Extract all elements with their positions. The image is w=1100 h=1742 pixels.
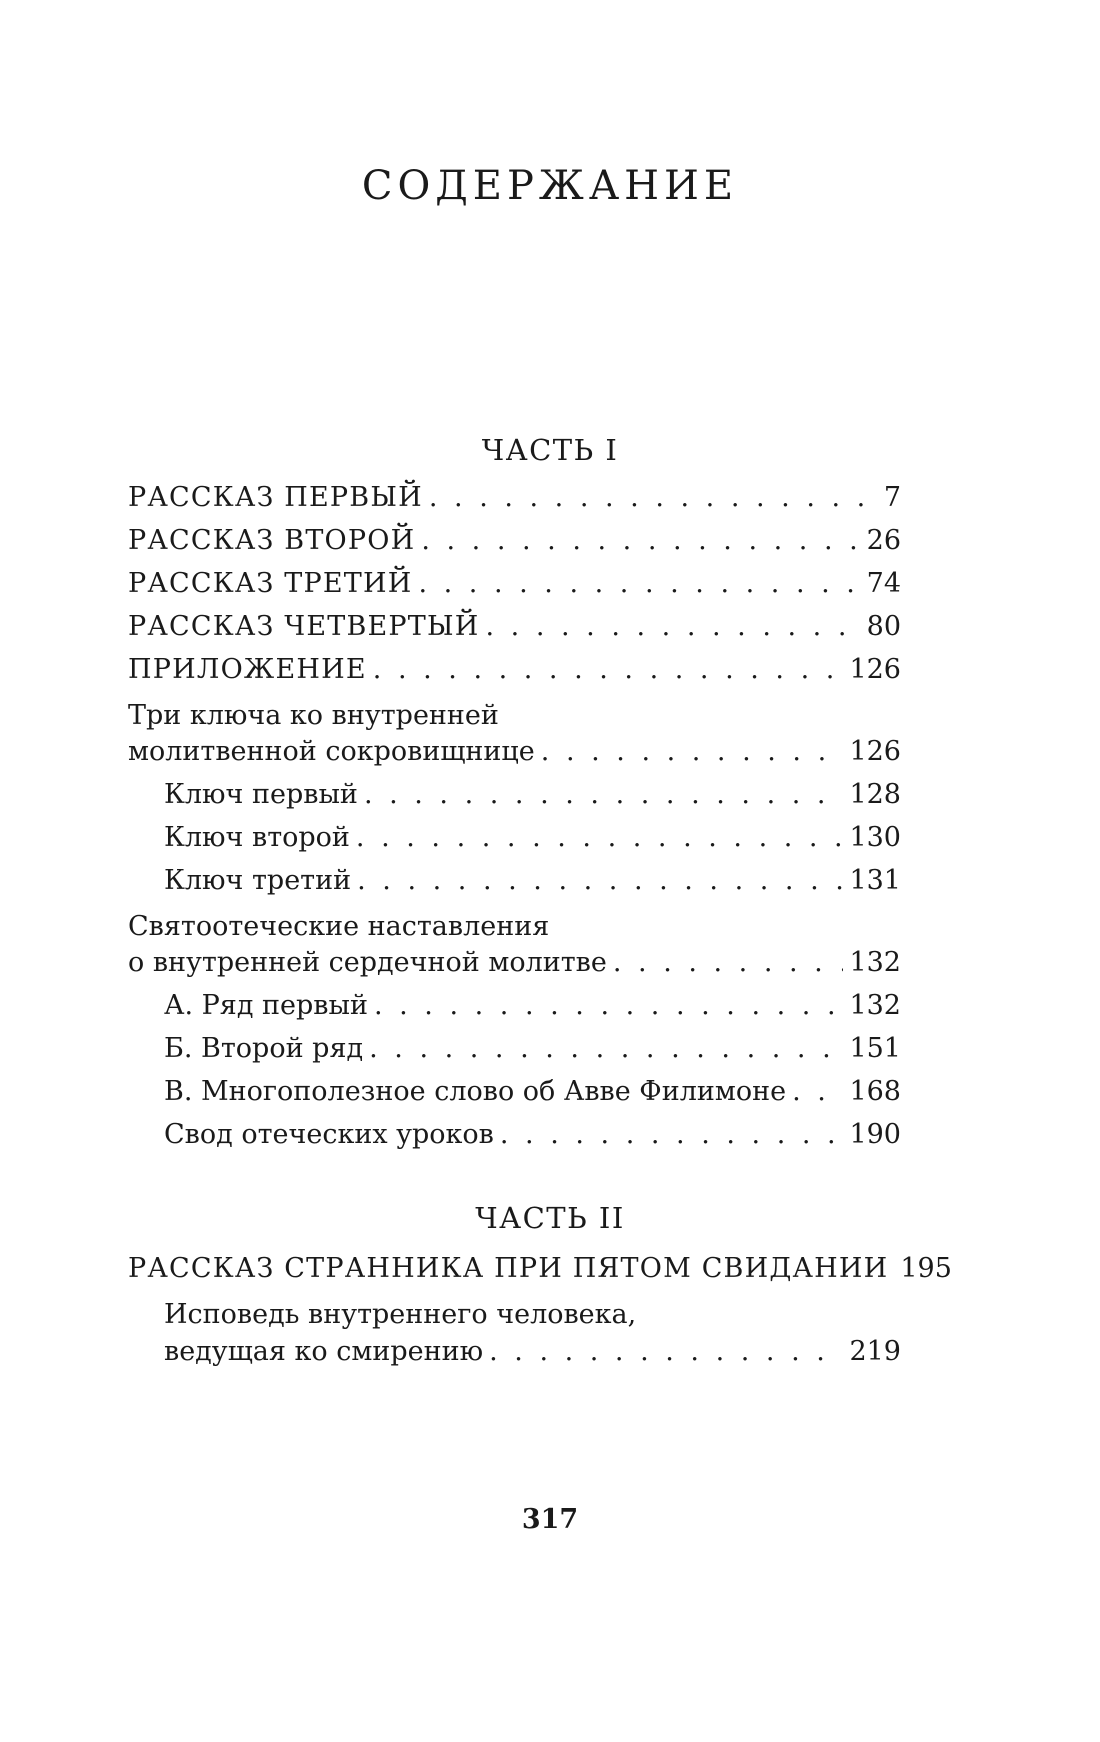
toc-entry-title: РАССКАЗ ПЕРВЫЙ [128,482,423,513]
dot-leader [486,608,861,646]
toc-entry-page: 132 [849,990,901,1021]
toc-entry-title: Ключ первый [164,779,358,810]
toc-entry-title: Ключ третий [164,865,352,896]
toc-entry [164,1333,901,1371]
toc-entry-page: 190 [849,1119,901,1150]
toc-entry-title-line1: Исповедь внутреннего человека, [164,1299,637,1330]
toc-entry [164,776,901,814]
dot-leader [374,987,843,1025]
dot-leader [489,1333,843,1371]
toc-entry [128,944,901,982]
toc-entry-title: А. Ряд первый [164,990,368,1021]
dot-leader [421,522,860,560]
toc-entry-title: о внутренней сердечной молитве [128,947,607,978]
toc-entry-title: ведущая ко смирению [164,1336,484,1367]
toc-entry [164,987,901,1025]
toc-entry-page: 126 [849,736,901,767]
toc-entry-page: 80 [866,611,901,642]
toc-entry-title: РАССКАЗ ТРЕТИЙ [128,568,413,599]
toc-entry-page: 219 [849,1336,901,1367]
part-heading-1: ЧАСТЬ I [481,433,619,467]
dot-leader [369,1030,843,1068]
toc-entry [128,733,901,771]
toc-entry-page: 195 [900,1253,952,1284]
dot-leader [364,776,844,814]
toc-entry-title-line1: Три ключа ко внутренней [128,700,499,731]
dot-leader [357,862,843,900]
toc-entry [164,1030,901,1068]
dot-leader [792,1073,843,1111]
toc-entry-page: 74 [866,568,901,599]
toc-entry-title: Свод отеческих уроков [164,1119,494,1150]
toc-entry [164,862,901,900]
toc-entry-page: 132 [849,947,901,978]
page-number: 317 [521,1504,579,1535]
page-title: СОДЕРЖАНИЕ [361,163,739,209]
toc-entry [128,565,901,603]
toc-entry-title: Б. Второй ряд [164,1033,364,1064]
toc-entry-page: 7 [883,482,901,513]
dot-leader [541,733,844,771]
toc-entry [128,651,901,689]
toc-entry-title-line1: Святоотеческие наставления [128,911,550,942]
toc-entry-page: 131 [849,865,901,896]
dot-leader [429,479,878,517]
part-heading-2: ЧАСТЬ II [475,1201,625,1235]
toc-entry-title: В. Многополезное слово об Авве Филимоне [164,1076,787,1107]
toc-entry-page: 130 [849,822,901,853]
toc-entry [164,819,901,857]
toc-entry-page: 26 [866,525,901,556]
toc-entry-title: РАССКАЗ СТРАННИКА ПРИ ПЯТОМ СВИДАНИИ [128,1253,889,1284]
toc-entry-page: 168 [849,1076,901,1107]
dot-leader [356,819,844,857]
toc-entry-title: Ключ второй [164,822,350,853]
toc-entry-page: 151 [849,1033,901,1064]
toc-entry [128,522,901,560]
toc-entry-title: РАССКАЗ ЧЕТВЕРТЫЙ [128,611,480,642]
dot-leader [373,651,844,689]
toc-entry-page: 128 [849,779,901,810]
dot-leader [500,1116,844,1154]
toc-entry [164,1116,901,1154]
toc-entry-title: РАССКАЗ ВТОРОЙ [128,525,416,556]
toc-entry [128,479,901,517]
toc-entry-title: молитвенной сокровищнице [128,736,535,767]
toc-entry [128,1250,952,1288]
toc-entry [128,608,901,646]
toc-entry-page: 126 [849,654,901,685]
dot-leader [418,565,860,603]
dot-leader [613,944,844,982]
toc-entry [164,1073,901,1111]
toc-entry-title: ПРИЛОЖЕНИЕ [128,654,367,685]
